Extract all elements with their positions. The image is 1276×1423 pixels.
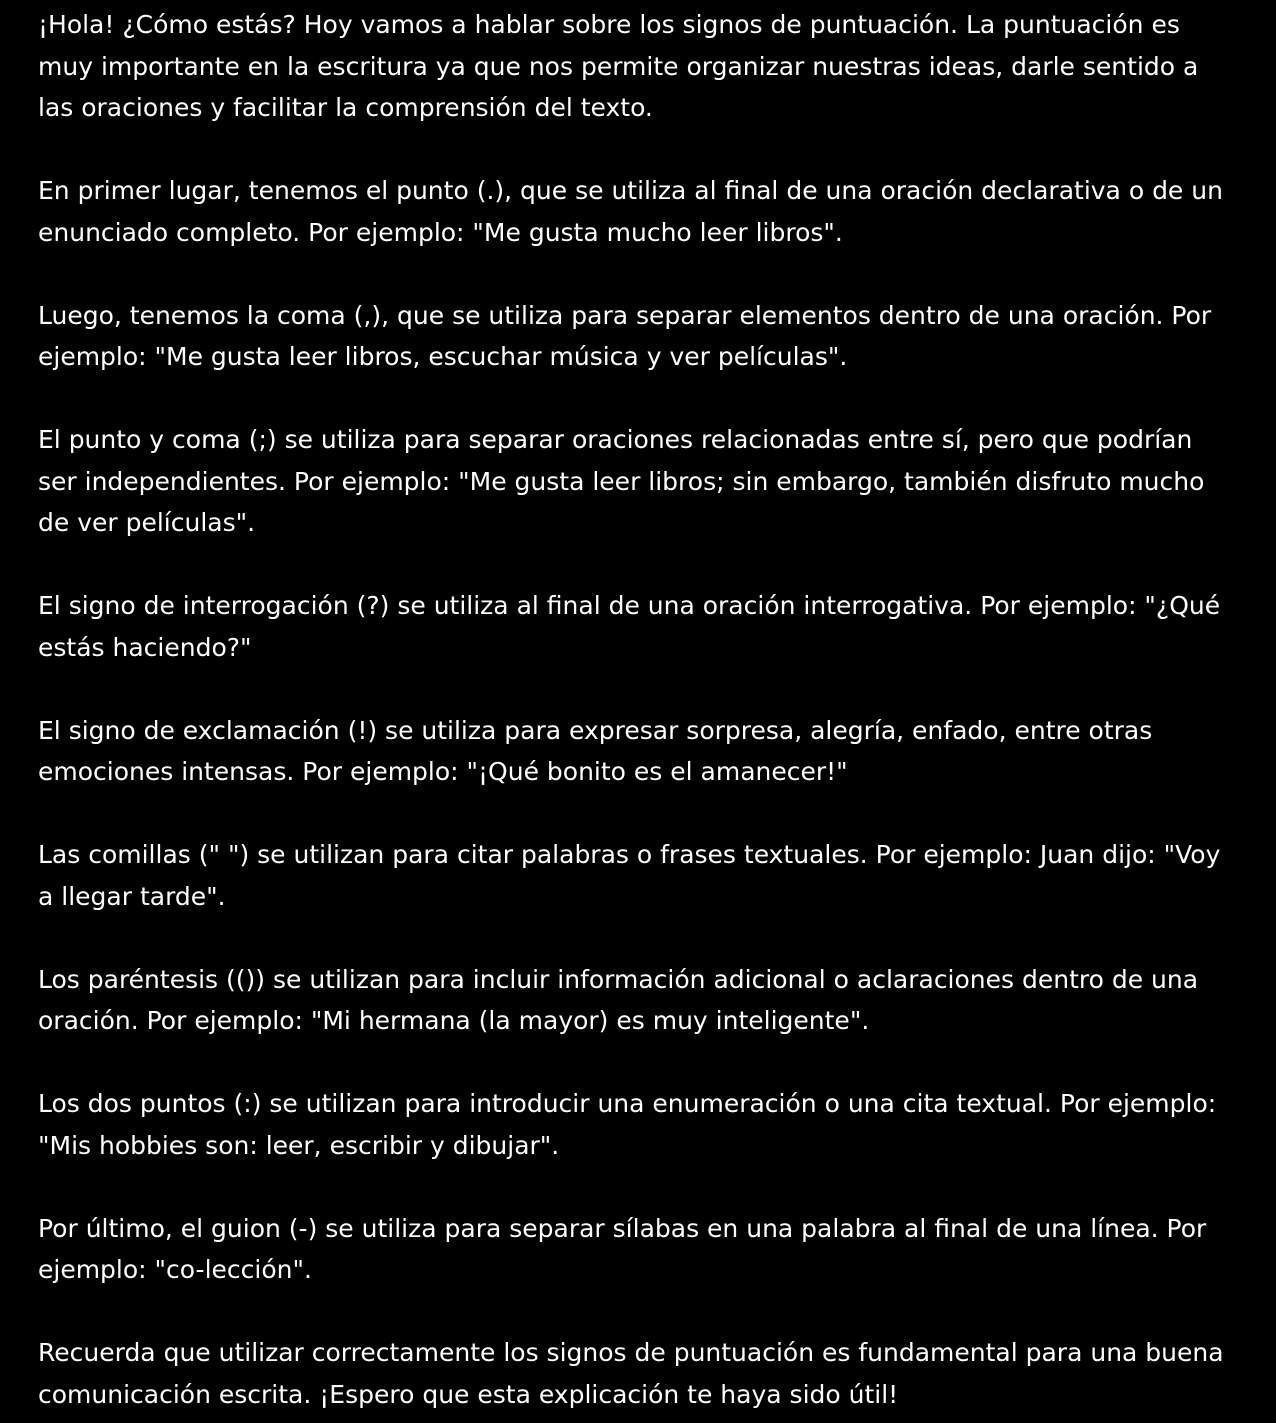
message-paragraph: El signo de exclamación (!) se utiliza para expresar sorpresa, alegría, enfado, entre otras emociones intensas. Por ejemplo: "¡Qué bonito es el amanecer!" — [38, 715, 1153, 786]
message-paragraph: Los dos puntos (:) se utilizan para introducir una enumeración o una cita textual. Por ejemplo: "Mis hobbies son: leer, escribir y dibujar". — [38, 1089, 1217, 1160]
message-paragraph: Los paréntesis (()) se utilizan para incluir información adicional o aclaraciones dentro de una oración. Por ejemplo: "Mi hermana (la mayor) es muy inteligente". — [38, 964, 1199, 1035]
message-paragraph: El punto y coma (;) se utiliza para separar oraciones relacionadas entre sí, pero que podrían ser independientes. Por ejemplo: "Me gusta leer libros; sin embargo, también disfruto mucho de ver películas". — [38, 425, 1205, 537]
message-paragraph: En primer lugar, tenemos el punto (.), que se utiliza al final de una oración declarativa o de un enunciado completo. Por ejemplo: "Me gusta mucho leer libros". — [38, 176, 1223, 247]
message-paragraph: Por último, el guion (-) se utiliza para separar sílabas en una palabra al final de una línea. Por ejemplo: "co-lección". — [38, 1213, 1207, 1284]
message-paragraph: Luego, tenemos la coma (,), que se utiliza para separar elementos dentro de una oración. Por ejemplo: "Me gusta leer libros, escuchar música y ver películas". — [38, 300, 1212, 371]
message-paragraph: Recuerda que utilizar correctamente los signos de puntuación es fundamental para una buena comunicación escrita. ¡Espero que esta explicación te haya sido útil! — [38, 1338, 1224, 1409]
message-paragraph: Las comillas (" ") se utilizan para citar palabras o frases textuales. Por ejemplo: Juan dijo: "Voy a llegar tarde". — [38, 840, 1221, 911]
message-paragraph: El signo de interrogación (?) se utiliza al final de una oración interrogativa. Por ejemplo: "¿Qué estás haciendo?" — [38, 591, 1221, 662]
message-paragraph: ¡Hola! ¿Cómo estás? Hoy vamos a hablar sobre los signos de puntuación. La puntuación es muy importante en la escritura ya que nos permite organizar nuestras ideas, darle sentido a las oraciones y facilitar la comprensión del texto. — [38, 10, 1199, 122]
